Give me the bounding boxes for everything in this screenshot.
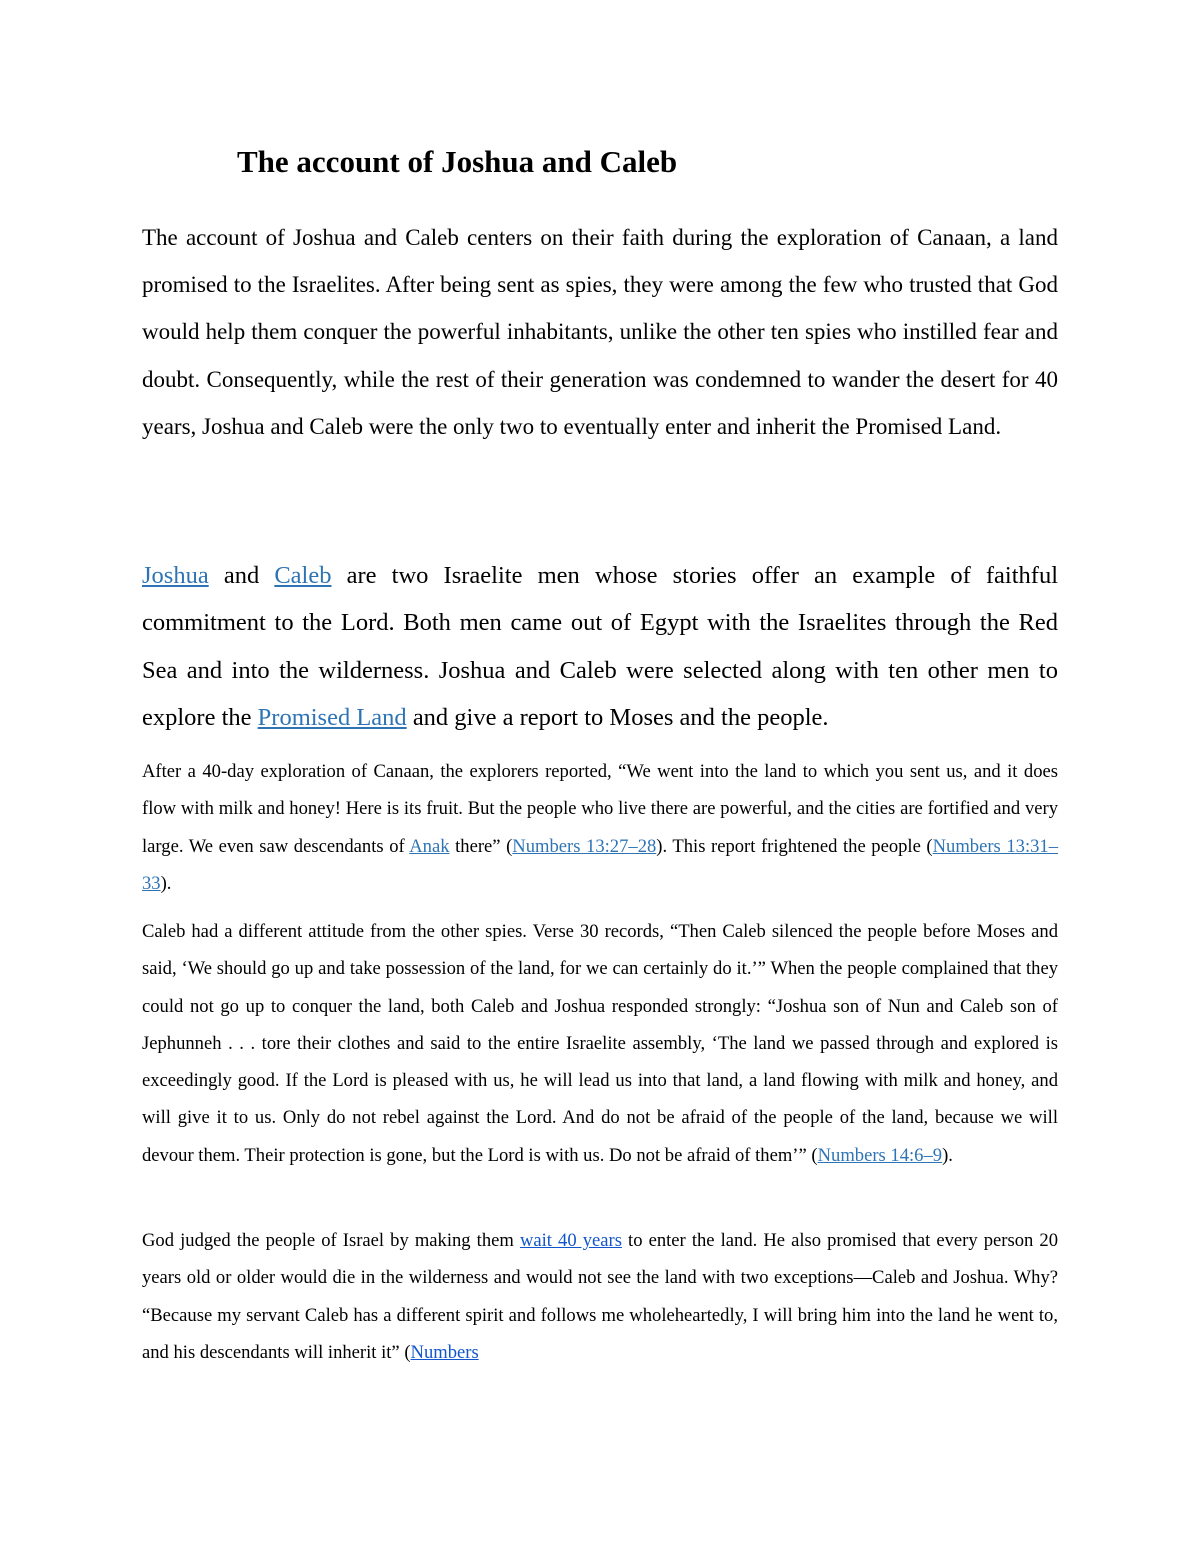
exploration-paragraph [142, 753, 1058, 902]
exploration-text-4: ). [160, 872, 172, 894]
exploration-text-3: ). This report frightened the people ( [656, 835, 933, 857]
exploration-text-2: there” ( [449, 835, 513, 857]
intro-text-1: and [208, 562, 275, 589]
numbers-13-27-link[interactable]: Numbers 13:27–28 [512, 835, 657, 857]
intro-paragraph [142, 552, 1058, 741]
judgment-text-1: God judged the people of Israel by making them [142, 1230, 520, 1251]
document-title: The account of Joshua and Caleb [237, 144, 678, 179]
numbers-14-6-link[interactable]: Numbers 14:6–9 [817, 1144, 943, 1166]
joshua-link[interactable]: Joshua [142, 562, 209, 589]
wait-40-years-link[interactable]: wait 40 years [519, 1230, 622, 1251]
summary-paragraph: The account of Joshua and Caleb centers on their faith during the exploration of Canaan, a land promised to the Israelites. After being sent as spies, they were among the few who trusted that God would help them conquer the powerful inhabitants, unlike the other ten spies who instilled fear and doubt. Consequently, while the rest of their generation was condemned to wander the desert for 40 years, Joshua and Caleb were the only two to eventually enter and inherit the Promised Land. [142, 225, 1058, 439]
attitude-text-1: Caleb had a different attitude from the other spies. Verse 30 records, “Then Caleb silenced the people before Moses and said, ‘We should go up and take possession of the land, for we can certainly do it.’” When the people complained that they could not go up to conquer the land, both Caleb and Joshua responded strongly: “Joshua son of Nun and Caleb son of Jephunneh . . . tore their clothes and said to the entire Israelite assembly, ‘The land we passed through and explored is exceedingly good. If the Lord is pleased with us, he will lead us into that land, a land flowing with milk and honey, and will give it to us. Only do not rebel against the Lord. And do not be afraid of the people of the land, because we will devour them. Their protection is gone, but the Lord is with us. Do not be afraid of them’” ( [142, 921, 1058, 1166]
attitude-text-2: ). [942, 1144, 953, 1166]
exploration-text-1: After a 40-day exploration of Canaan, the explorers reported, “We went into the land to which you sent us, and it does flow with milk and honey! Here is its fruit. But the people who live there are powerful, and the cities are fortified and very large. We even saw descendants of [142, 761, 1058, 857]
anak-link[interactable]: Anak [409, 835, 450, 857]
caleb-link[interactable]: Caleb [274, 562, 332, 589]
judgment-text-2: to enter the land. He also promised that every person 20 years old or older would die in the wilderness and would not see the land with two exceptions—Caleb and Joshua. Why? “Because my servant Caleb has a different spirit and follows me wholeheartedly, I will bring him into the land he went to, and his descendants will inherit it” ( [142, 1230, 1058, 1363]
intro-text-3: and give a report to Moses and the people. [406, 703, 829, 731]
numbers-link[interactable]: Numbers [410, 1341, 479, 1363]
promised-land-link[interactable]: Promised Land [257, 703, 407, 731]
numbers-13-31-link[interactable]: Numbers 13:31–33 [142, 835, 1059, 894]
caleb-attitude-paragraph [142, 913, 1058, 1174]
intro-text-2: are two Israelite men whose stories offer an example of faithful commitment to the Lord. Both men came out of Egypt with the Israelites through the Red Sea and into the wilderness. Joshua and Caleb were selected along with ten other men to explore the [142, 562, 1059, 731]
judgment-paragraph [142, 1222, 1058, 1371]
